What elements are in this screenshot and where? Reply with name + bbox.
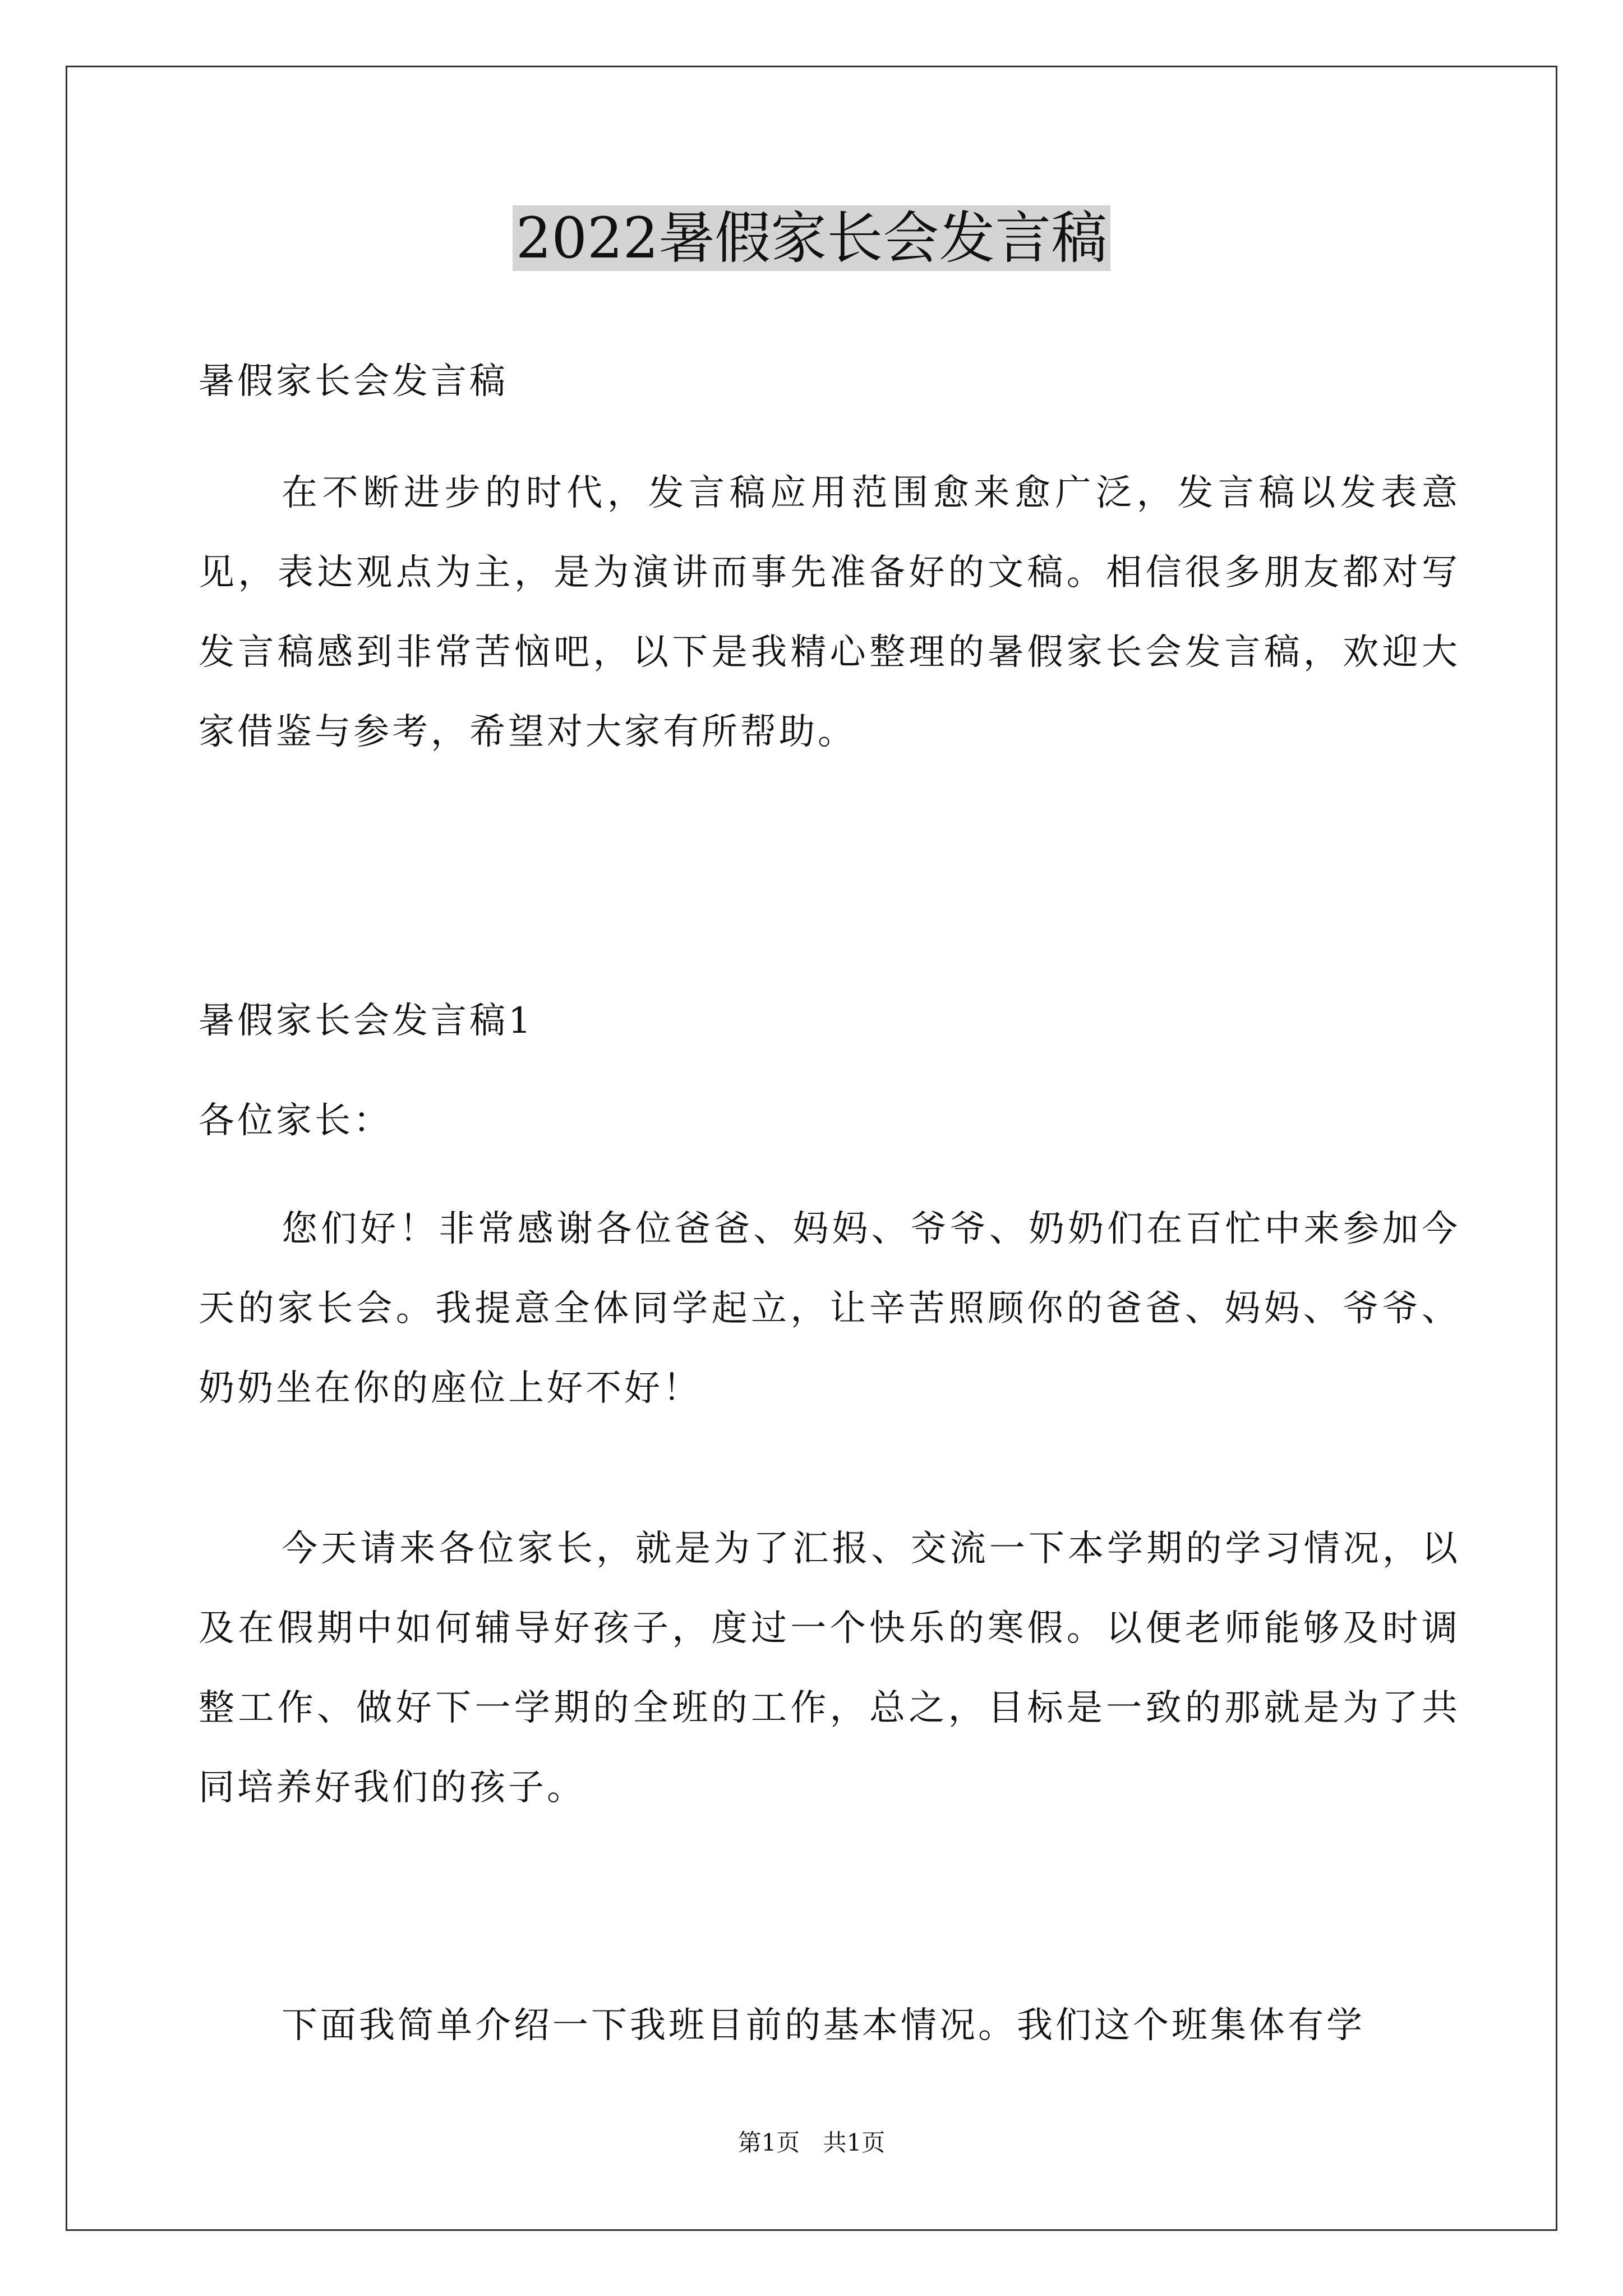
page-number-current: 第1页 xyxy=(737,2129,800,2156)
body-paragraph-2: 今天请来各位家长，就是为了汇报、交流一下本学期的学习情况，以及在假期中如何辅导好孩子，度过一个快乐的寒假。以便老师能够及时调整工作、做好下一学期的全班的工作，总之，目标是一致的那就是为了共同培养好我们的孩子。 xyxy=(199,1528,1460,1809)
document-subtitle: 暑假家长会发言稿 xyxy=(199,361,508,402)
page-footer xyxy=(0,2126,1623,2160)
page-number-total: 共1页 xyxy=(823,2129,886,2156)
section-heading: 暑假家长会发言稿1 xyxy=(199,1000,534,1042)
body-paragraph-3: 下面我简单介绍一下我班目前的基本情况。我们这个班集体有学 xyxy=(282,2005,1365,2046)
salutation: 各位家长： xyxy=(199,1100,392,1142)
document-title xyxy=(0,202,1623,275)
intro-paragraph: 在不断进步的时代，发言稿应用范围愈来愈广泛，发言稿以发表意见，表达观点为主，是为演讲而事先准备好的文稿。相信很多朋友都对写发言稿感到非常苦恼吧，以下是我精心整理的暑假家长会发言稿，欢迎大家借鉴与参考，希望对大家有所帮助。 xyxy=(199,472,1460,753)
body-paragraph-1: 您们好！非常感谢各位爸爸、妈妈、爷爷、奶奶们在百忙中来参加今天的家长会。我提意全体同学起立，让辛苦照顾你的爸爸、妈妈、爷爷、奶奶坐在你的座位上好不好！ xyxy=(199,1208,1460,1409)
document-title-text: 2022暑假家长会发言稿 xyxy=(513,205,1111,271)
